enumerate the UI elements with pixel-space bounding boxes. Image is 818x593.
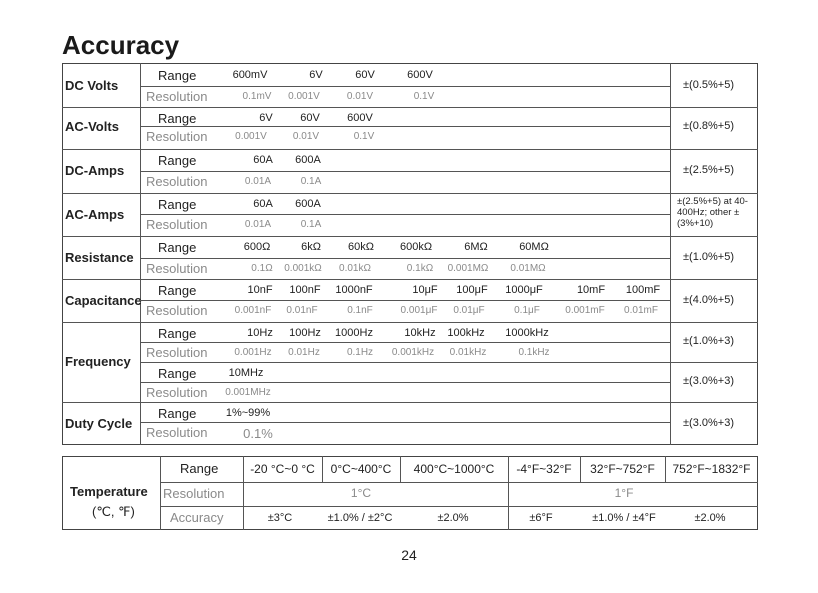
row-divider — [140, 300, 670, 301]
col-divider — [243, 456, 244, 530]
col-divider — [160, 456, 161, 530]
row-divider — [140, 382, 670, 383]
col-divider — [322, 456, 323, 482]
row-divider — [160, 506, 758, 507]
range-value: 60V — [300, 112, 320, 124]
temp-range-value: -4°F~32°F — [516, 462, 572, 476]
accuracy-value: ±(3.0%+3) — [683, 416, 734, 429]
resolution-value: 0.1μF — [514, 305, 540, 316]
range-value: 10mF — [576, 284, 606, 296]
col-divider — [400, 456, 401, 482]
range-row-label: Range — [158, 406, 197, 421]
range-value: 6V — [259, 112, 273, 124]
resolution-value: 0.1kΩ — [406, 263, 434, 274]
resolution-value: 0.001MΩ — [447, 263, 489, 274]
accuracy-value: ±(2.5%+5) — [683, 164, 734, 176]
range-row-label: Range — [158, 283, 197, 298]
category-label: Frequency — [65, 354, 131, 369]
range-value: 60A — [253, 198, 273, 210]
range-value: 1000kHz — [505, 327, 549, 339]
resolution-value: 0.1A — [300, 176, 322, 187]
resolution-value: 0.1Hz — [346, 347, 374, 358]
range-value: 10μF — [412, 284, 438, 296]
resolution-value: 0.001MHz — [225, 387, 271, 398]
range-value: 600A — [295, 198, 321, 210]
range-value: 1%~99% — [225, 407, 271, 419]
col-divider — [140, 63, 141, 445]
resolution-value: 0.001V — [235, 131, 267, 142]
row-divider — [140, 214, 670, 215]
resolution-row-label: Resolution — [163, 486, 225, 501]
range-value: 10MHz — [228, 367, 264, 379]
range-value: 1000μF — [505, 284, 543, 296]
section-divider — [62, 279, 758, 280]
range-value: 60MΩ — [519, 241, 549, 253]
range-value: 600kΩ — [399, 241, 433, 253]
category-label: Duty Cycle — [65, 415, 133, 431]
category-label: Resistance — [65, 249, 134, 265]
resolution-row-label: Resolution — [146, 425, 208, 440]
range-value: 100mF — [625, 284, 661, 296]
temp-accuracy-value: ±2.0% — [694, 512, 726, 524]
row-divider — [160, 482, 758, 483]
accuracy-value: ±(1.0%+3) — [683, 335, 734, 347]
resolution-value: 0.01μF — [453, 305, 485, 316]
temp-range-value: 752°F~1832°F — [672, 462, 751, 476]
resolution-value: 0.01V — [292, 131, 320, 142]
section-divider — [62, 149, 758, 150]
resolution-value: 0.1V — [353, 131, 375, 142]
resolution-value: 0.001V — [288, 91, 320, 102]
category-label: AC-Amps — [65, 206, 125, 222]
row-divider — [140, 126, 670, 127]
range-value: 100Hz — [289, 327, 321, 339]
row-divider — [140, 342, 670, 343]
resolution-value: 0.1mV — [242, 91, 272, 102]
range-value: 600mV — [232, 69, 268, 81]
temperature-units: (℃, ℉) — [92, 504, 135, 519]
resolution-value: 0.1A — [300, 219, 322, 230]
range-value: 10kHz — [404, 327, 436, 339]
temp-accuracy-value: ±1.0% / ±4°F — [592, 512, 656, 524]
range-value: 600V — [347, 112, 373, 124]
accuracy-value: ±(1.0%+5) — [683, 250, 734, 263]
range-row-label: Range — [158, 240, 197, 255]
resolution-value: 0.001Hz — [234, 347, 272, 358]
accuracy-row-label: Accuracy — [170, 510, 224, 525]
resolution-row-label: Resolution — [146, 217, 208, 232]
range-value: 6MΩ — [464, 241, 488, 253]
page-number: 24 — [401, 547, 417, 563]
resolution-value: 0.01MΩ — [510, 263, 546, 274]
temp-accuracy-value: ±2.0% — [437, 512, 469, 524]
section-divider — [62, 193, 758, 194]
category-label: AC-Volts — [65, 119, 119, 134]
range-value: 60kΩ — [348, 241, 374, 253]
range-row-label: Range — [158, 197, 197, 212]
resolution-value: 0.01V — [346, 91, 374, 102]
resolution-value: 0.01mF — [624, 305, 658, 316]
range-value: 60A — [253, 154, 273, 166]
resolution-value: 0.1% — [243, 426, 273, 441]
accuracy-value: ±(4.0%+5) — [683, 293, 734, 306]
range-value: 100kHz — [447, 327, 485, 339]
sub-divider — [140, 362, 758, 363]
temp-accuracy-value: ±6°F — [529, 512, 553, 524]
range-row-label: Range — [158, 68, 197, 83]
resolution-value: 0.001mF — [565, 305, 605, 316]
category-label: Capacitance — [65, 292, 142, 308]
resolution-value: 0.1kHz — [518, 347, 550, 358]
accuracy-value: ±(2.5%+5) at 40-400Hz; other ±(3%+10) — [677, 196, 748, 229]
temp-range-value: 0°C~400°C — [330, 462, 392, 476]
range-row-label: Range — [158, 326, 197, 341]
accuracy-value: ±(3.0%+3) — [683, 375, 734, 387]
resolution-row-label: Resolution — [146, 303, 208, 318]
category-label: DC Volts — [65, 77, 119, 93]
temperature-label: Temperature — [70, 484, 148, 499]
resolution-row-label: Resolution — [146, 89, 208, 104]
row-divider — [140, 86, 670, 87]
resolution-value: 0.1nF — [347, 305, 373, 316]
resolution-value: 0.01A — [244, 219, 272, 230]
col-divider — [508, 456, 509, 530]
category-label: DC-Amps — [65, 163, 125, 178]
section-divider — [62, 402, 758, 403]
range-value: 1000Hz — [335, 327, 373, 339]
row-divider — [140, 258, 670, 259]
temp-accuracy-value: ±1.0% / ±2°C — [327, 512, 393, 524]
range-row-label: Range — [158, 153, 197, 168]
temp-range-value: 400°C~1000°C — [413, 462, 495, 476]
section-divider — [62, 107, 758, 108]
resolution-value: 0.01kHz — [449, 347, 487, 358]
resolution-row-label: Resolution — [146, 385, 208, 400]
range-value: 1000nF — [335, 284, 373, 296]
col-divider — [670, 63, 671, 445]
temp-resolution-f: 1°F — [614, 486, 634, 500]
range-row-label: Range — [158, 111, 197, 126]
resolution-value: 0.001μF — [400, 305, 438, 316]
resolution-value: 0.01A — [244, 176, 272, 187]
col-divider — [580, 456, 581, 482]
range-value: 10nF — [247, 284, 273, 296]
page-title: Accuracy — [62, 30, 180, 60]
range-value: 6V — [309, 69, 323, 81]
resolution-value: 0.001kΩ — [284, 263, 322, 274]
temp-resolution-c: 1°C — [350, 486, 372, 500]
col-divider — [665, 456, 666, 482]
temp-accuracy-value: ±3°C — [267, 512, 293, 524]
range-row-label: Range — [180, 461, 219, 476]
temp-range-value: -20 °C~0 °C — [250, 462, 315, 476]
resolution-value: 0.1V — [413, 91, 435, 102]
range-value: 100μF — [456, 284, 488, 296]
row-divider — [140, 171, 670, 172]
range-value: 60V — [355, 69, 375, 81]
range-value: 10Hz — [247, 327, 273, 339]
range-value: 6kΩ — [301, 241, 321, 253]
resolution-row-label: Resolution — [146, 129, 208, 144]
resolution-value: 0.01kΩ — [339, 263, 371, 274]
resolution-row-label: Resolution — [146, 174, 208, 189]
row-divider — [140, 422, 670, 423]
range-row-label: Range — [158, 366, 197, 381]
accuracy-value: ±(0.5%+5) — [683, 78, 734, 91]
resolution-value: 0.1Ω — [251, 263, 273, 274]
section-divider — [62, 322, 758, 323]
resolution-row-label: Resolution — [146, 345, 208, 360]
resolution-value: 0.001kHz — [391, 347, 435, 358]
resolution-value: 0.01nF — [286, 305, 318, 316]
resolution-row-label: Resolution — [146, 261, 208, 276]
range-value: 600Ω — [243, 241, 271, 253]
range-value: 100nF — [289, 284, 321, 296]
accuracy-value: ±(0.8%+5) — [683, 120, 734, 132]
resolution-value: 0.01Hz — [288, 347, 320, 358]
temp-range-value: 32°F~752°F — [590, 462, 655, 476]
section-divider — [62, 236, 758, 237]
range-value: 600V — [407, 69, 433, 81]
resolution-value: 0.001nF — [234, 305, 272, 316]
range-value: 600A — [295, 154, 321, 166]
